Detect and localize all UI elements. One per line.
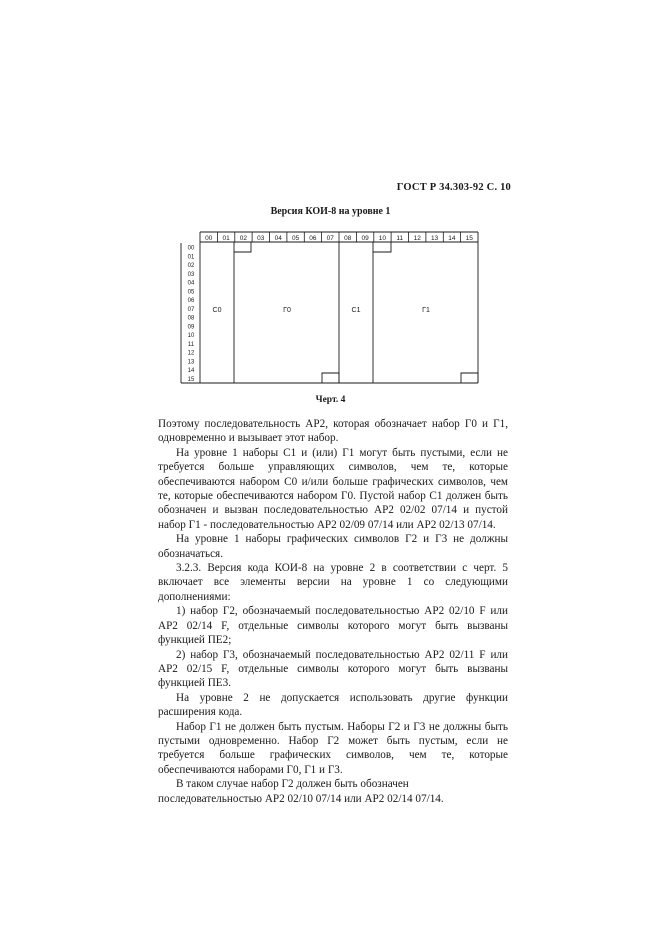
paragraph: 3.2.3. Версия кода КОИ-8 на уровне 2 в соответствии с черт. 5 включает все элементы версии на уровне 1 со следующими дополнениями: [158,562,508,603]
paragraph: В таком случае набор Г2 должен быть обозначен последовательностью АР2 02/10 07/14 или АР2 02/14 07/14. [158,778,444,805]
column-label: 01 [222,235,230,242]
region-g0-label: Г0 [283,307,291,314]
region-c1-label: C1 [351,307,361,314]
row-label: 05 [187,289,195,296]
row-label: 03 [187,271,195,278]
row-label: 00 [187,245,195,252]
paragraph: Набор Г1 не должен быть пустым. Наборы Г2 и Г3 не должны быть пустыми одновременно. Набор Г2 может быть пустым, если не требуется больше графических символов, чем те, которые обеспечиваются наборами Г0, Г1 и Г3. [158,720,508,776]
page-header: ГОСТ Р 34.303-92 С. 10 [396,182,511,193]
region-c0-label: C0 [212,307,222,314]
row-label: 09 [187,324,195,331]
row-label: 04 [187,280,195,287]
column-label: 04 [274,235,282,242]
column-label: 09 [361,235,369,242]
figure-caption: Черт. 4 [315,395,346,405]
column-label: 14 [448,235,456,242]
column-label: 12 [413,235,421,242]
row-label: 14 [187,368,195,375]
row-label: 02 [187,263,195,270]
row-label: 10 [187,333,195,340]
paragraph: На уровне 1 наборы графических символов Г2 и Г3 не должны обозначаться. [158,533,508,560]
region-g1-label: Г1 [422,307,430,314]
row-label: 11 [187,341,195,348]
column-label: 13 [430,235,439,242]
paragraph: На уровне 2 не допускается использовать другие функции расширения кода. [158,691,508,719]
column-label: 05 [291,235,300,242]
column-label: 10 [378,235,387,242]
column-label: 02 [239,235,248,242]
row-label: 13 [187,359,195,366]
row-label: 12 [187,350,195,357]
row-label: 07 [187,306,195,313]
list-item: 2) набор Г3, обозначаемый последовательностью АР2 02/11 F или АР2 02/15 F, отдельные символы которого могут быть вызваны функцией ПЕ3. [158,648,508,690]
column-label: 00 [205,235,213,242]
code-table-diagram [176,231,482,387]
body-text [158,417,508,806]
row-label: 06 [187,298,195,305]
column-label: 11 [396,235,404,242]
paragraph: Поэтому последовательность АР2, которая обозначает набор Г0 и Г1, одновременно и вызывает этот набор. [158,418,508,445]
paragraph: На уровне 1 наборы С1 и (или) Г1 могут быть пустыми, если не требуется больше управляющих символов, чем те, которые обеспечиваются набором С0 и/или больше графических символов, чем те, которые обеспечиваются набором Г0. Пустой набор С1 должен быть обозначен и вызван последовательностью АР2 02/02 07/14 и пустой набор Г1 - последовательностью АР2 02/09 07/14 или АР2 02/13 07/14. [158,446,508,531]
list-item: 1) набор Г2, обозначаемый последовательностью АР2 02/10 F или АР2 02/14 F, отдельные символы которого могут быть вызваны функцией ПЕ2; [158,605,508,647]
row-label: 15 [187,376,195,383]
column-label: 06 [309,235,317,242]
column-label: 08 [344,235,352,242]
row-label: 01 [187,254,195,261]
column-label: 03 [257,235,265,242]
row-label: 08 [187,315,195,322]
column-label: 07 [326,235,334,242]
figure-title: Версия КОИ-8 на уровне 1 [270,206,391,217]
column-label: 15 [465,235,473,242]
